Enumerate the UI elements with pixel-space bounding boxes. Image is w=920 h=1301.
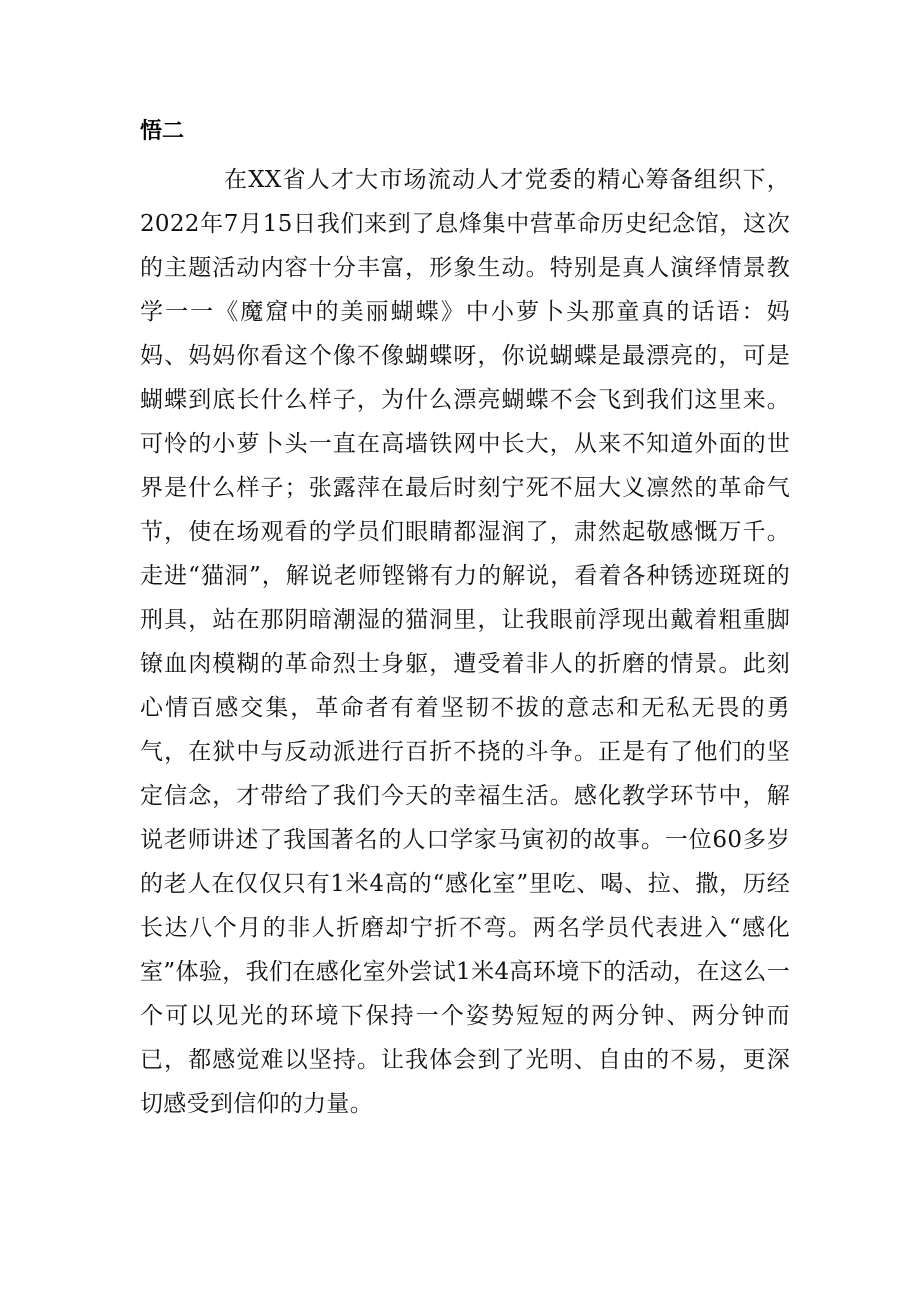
body-paragraph: 在XX省人才大市场流动人才党委的精心筹备组织下，2022年7月15日我们来到了息烽集中营革命历史纪念馆，这次的主题活动内容十分丰富，形象生动。特别是真人演绎情景教学一一《魔窟中的美丽蝴蝶》中小萝卜头那童真的话语：妈妈、妈妈你看这个像不像蝴蝶呀，你说蝴蝶是最漂亮的，可是蝴蝶到底长什么样子，为什么漂亮蝴蝶不会飞到我们这里来。可怜的小萝卜头一直在高墙铁网中长大，从来不知道外面的世界是什么样子；张露萍在最后时刻宁死不屈大义凛然的革命气节，使在场观看的学员们眼睛都湿润了，肃然起敬感慨万千。走进“猫洞”，解说老师铿锵有力的解说，看着各种锈迹斑斑的刑具，站在那阴暗潮湿的猫洞里，让我眼前浮现出戴着粗重脚镣血肉模糊的革命烈士身躯，遭受着非人的折磨的情景。此刻心情百感交集，革命者有着坚韧不拔的意志和无私无畏的勇气，在狱中与反动派进行百折不挠的斗争。正是有了他们的坚定信念，才带给了我们今天的幸福生活。感化教学环节中，解说老师讲述了我国著名的人口学家马寅初的故事。一位60多岁的老人在仅仅只有1米4高的“感化室”里吃、喝、拉、撒，历经长达八个月的非人折磨却宁折不弯。两名学员代表进入“感化室”体验，我们在感化室外尝试1米4高环境下的活动，在这么一个可以见光的环境下保持一个姿势短短的两分钟、两分钟而已，都感觉难以坚持。让我体会到了光明、自由的不易，更深切感受到信仰的力量。 bbox=[140, 167, 790, 1117]
section-heading: 悟二 bbox=[140, 118, 185, 144]
